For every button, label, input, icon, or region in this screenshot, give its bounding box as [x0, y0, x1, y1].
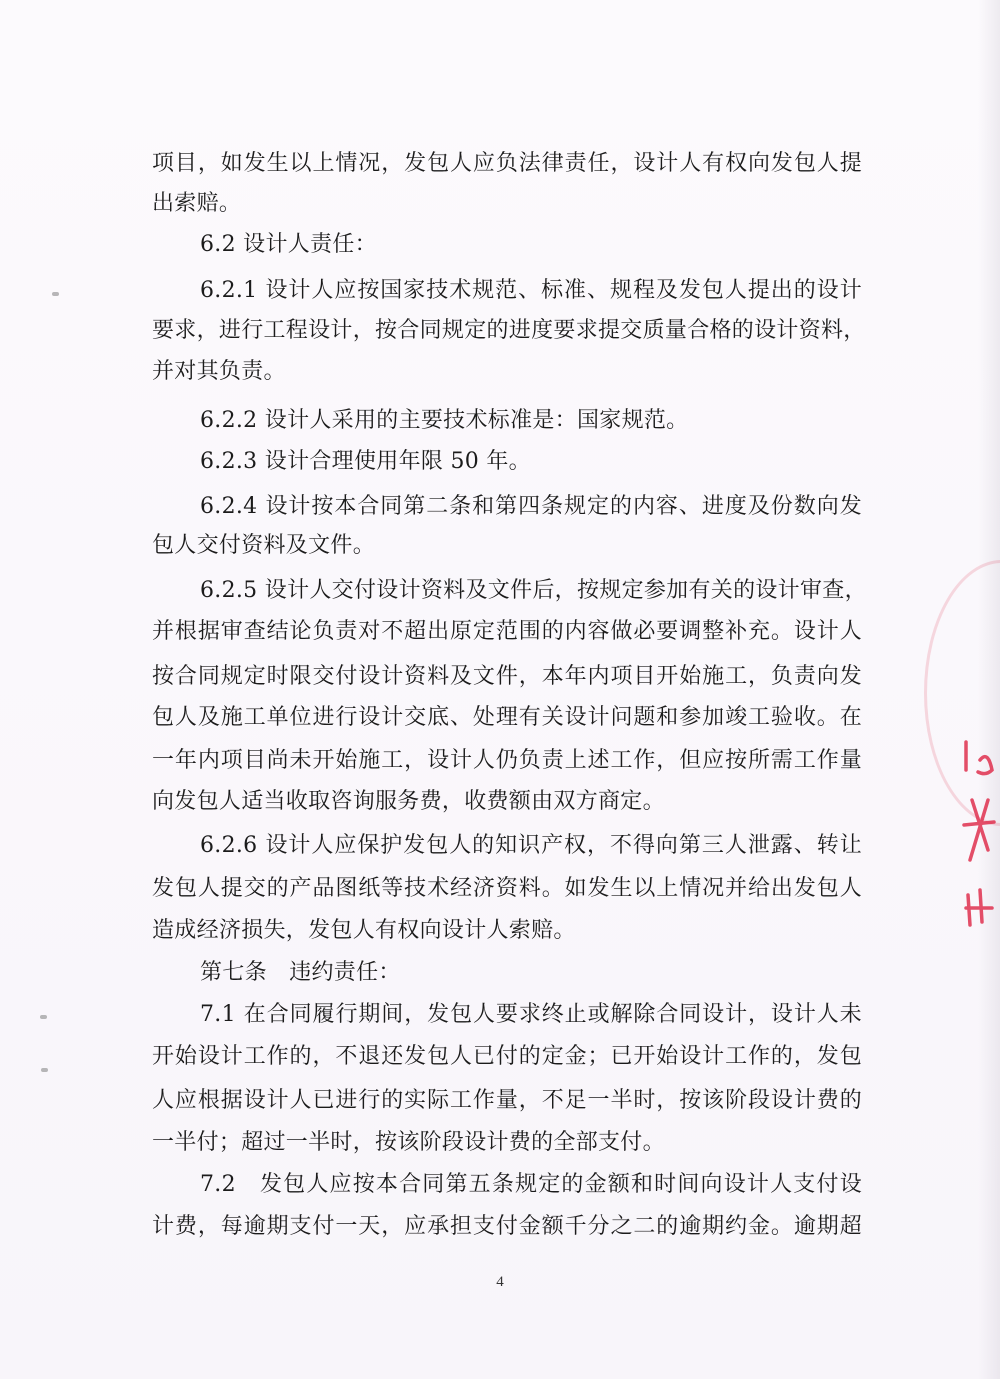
text-line: 要求，进行工程设计，按合同规定的进度要求提交质量合格的设计资料，	[152, 318, 866, 343]
text-line: 开始设计工作的，不退还发包人已付的定金；已开始设计工作的，发包	[152, 1044, 862, 1069]
text-line: 向发包人适当收取咨询服务费，收费额由双方商定。	[152, 789, 665, 814]
text-line: 包人交付资料及文件。	[152, 533, 376, 558]
text-line: 7.1 在合同履行期间，发包人要求终止或解除合同设计，设计人未	[200, 1002, 862, 1027]
text-line: 并根据审查结论负责对不超出原定范围的内容做必要调整补充。设计人	[152, 619, 862, 644]
text-line: 6.2.1 设计人应按国家技术规范、标准、规程及发包人提出的设计	[200, 278, 862, 303]
text-line: 包人及施工单位进行设计交底、处理有关设计问题和参加竣工验收。在	[152, 705, 862, 730]
text-line: 人应根据设计人已进行的实际工作量，不足一半时，按该阶段设计费的	[152, 1088, 862, 1113]
text-line: 6.2.3 设计合理使用年限 50 年。	[200, 449, 531, 474]
section-heading: 第七条 违约责任：	[200, 960, 401, 985]
text-line: 7.2 发包人应按本合同第五条规定的金额和时间向设计人支付设	[200, 1172, 862, 1197]
text-line: 发包人提交的产品图纸等技术经济资料。如发生以上情况并给出发包人	[152, 876, 862, 901]
scan-speck	[41, 1068, 48, 1072]
text-line: 6.2.4 设计按本合同第二条和第四条规定的内容、进度及份数向发	[200, 494, 862, 519]
text-line: 项目，如发生以上情况，发包人应负法律责任，设计人有权向发包人提	[152, 151, 862, 176]
page-number: 4	[496, 1274, 504, 1290]
text-line: 造成经济损失，发包人有权向设计人索赔。	[152, 918, 576, 943]
text-line: 计费，每逾期支付一天，应承担支付金额千分之二的逾期约金。逾期超	[152, 1214, 862, 1239]
text-line: 6.2.5 设计人交付设计资料及文件后，按规定参加有关的设计审查，	[200, 578, 867, 603]
section-heading: 6.2 设计人责任：	[200, 232, 377, 257]
text-line: 6.2.2 设计人采用的主要技术标准是：国家规范。	[200, 408, 689, 433]
text-line: 6.2.6 设计人应保护发包人的知识产权，不得向第三人泄露、转让	[200, 833, 862, 858]
text-line: 一半付；超过一半时，按该阶段设计费的全部支付。	[152, 1130, 665, 1155]
text-line: 按合同规定时限交付设计资料及文件，本年内项目开始施工，负责向发	[152, 664, 862, 689]
text-line: 一年内项目尚未开始施工，设计人仍负责上述工作，但应按所需工作量	[152, 748, 862, 773]
text-line: 并对其负责。	[152, 359, 286, 384]
scan-speck	[40, 1015, 47, 1019]
red-stamp-fragment	[958, 730, 998, 940]
text-line: 出索赔。	[152, 191, 242, 216]
scan-speck	[52, 292, 59, 296]
